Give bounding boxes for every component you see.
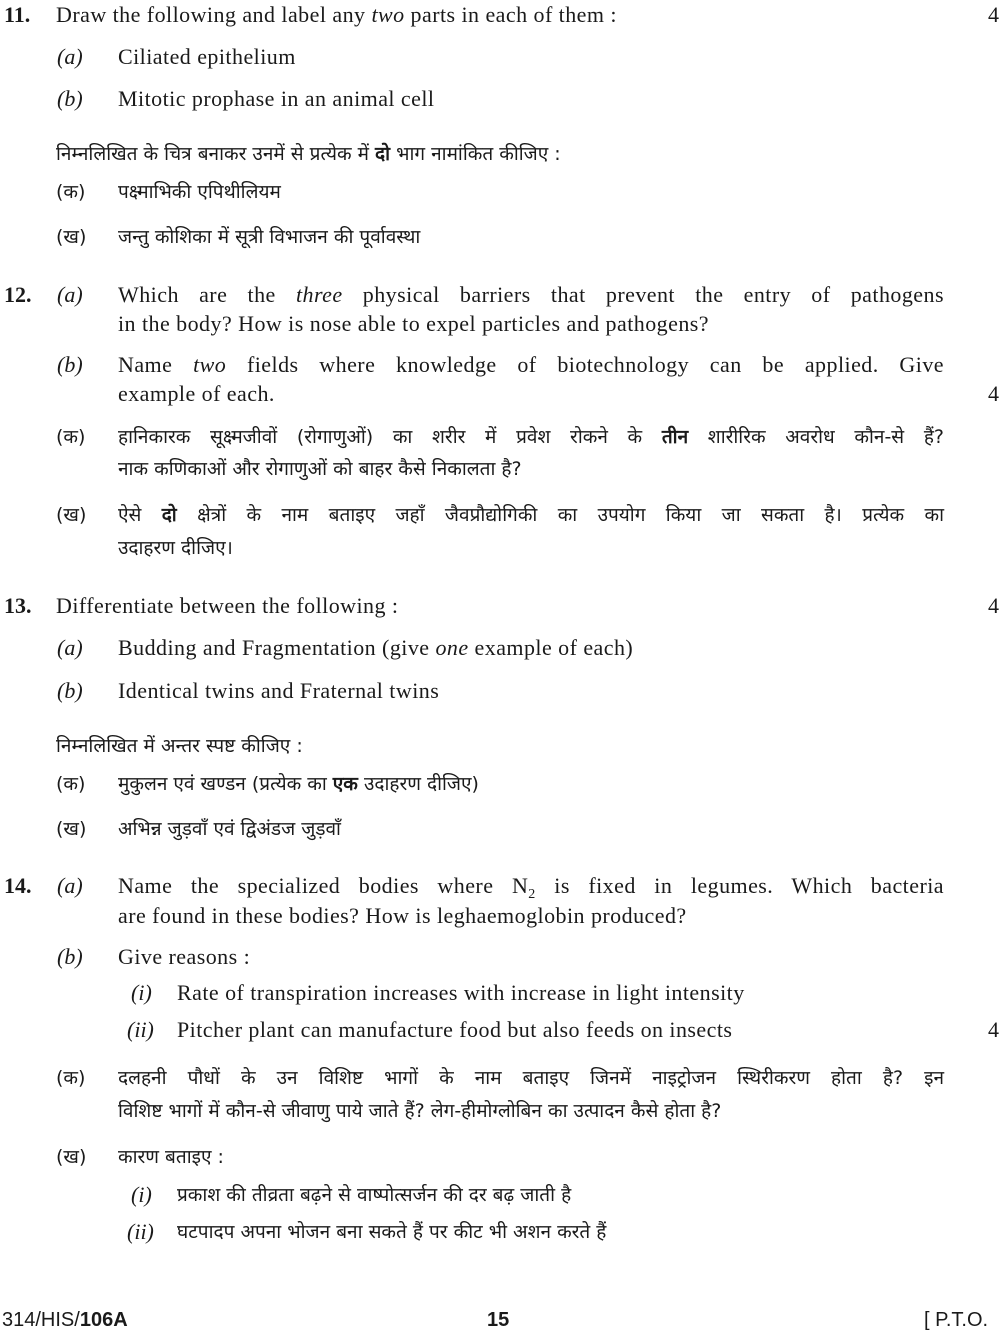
hindi-part-text: दलहनी पौधों के उन विशिष्ट भागों के नाम बताइए जिनमें नाइट्रोजन स्थिरीकरण होता है? इन xyxy=(118,1067,944,1089)
marks: 4 xyxy=(988,381,999,406)
hindi-part-text: उदाहरण दीजिए। xyxy=(118,537,233,559)
part-text: in the body? How is nose able to expel particles and pathogens? xyxy=(118,311,710,336)
subpart-text: Pitcher plant can manufacture food but also feeds on insects xyxy=(177,1017,733,1042)
hindi-part-text: नाक कणिकाओं और रोगाणुओं को बाहर कैसे निकालता है? xyxy=(118,458,522,480)
paper-code: 314/HIS/106A xyxy=(2,1309,128,1331)
part-text: are found in these bodies? How is leghaemoglobin produced? xyxy=(118,903,687,928)
question-number: 11. xyxy=(4,2,31,27)
question-number: 12. xyxy=(4,282,32,307)
marks: 4 xyxy=(988,593,999,618)
page-number: 15 xyxy=(487,1309,510,1331)
part-text: example of each. xyxy=(118,381,275,406)
part-text: Budding and Fragmentation (give one example of each) xyxy=(118,635,634,660)
hindi-part-text: अभिन्न जुड़वाँ एवं द्विअंडज जुड़वाँ xyxy=(118,818,341,840)
hindi-part-label: (ख) xyxy=(56,226,87,248)
hindi-stem: निम्नलिखित के चित्र बनाकर उनमें से प्रत्येक में दो भाग नामांकित कीजिए : xyxy=(56,143,561,165)
question-stem: Draw the following and label any two parts in each of them : xyxy=(56,2,617,27)
hindi-part-text: जन्तु कोशिका में सूत्री विभाजन की पूर्वावस्था xyxy=(118,226,421,248)
part-label: (a) xyxy=(57,873,83,898)
marks: 4 xyxy=(988,1017,999,1042)
question-number: 13. xyxy=(4,593,32,618)
hindi-stem: निम्नलिखित में अन्तर स्पष्ट कीजिए : xyxy=(56,735,303,757)
marks: 4 xyxy=(988,2,999,27)
pto-label: [ P.T.O. xyxy=(924,1309,989,1331)
hindi-part-label: (ख) xyxy=(56,818,87,840)
part-label: (a) xyxy=(57,635,83,660)
hindi-subpart-text: घटपादप अपना भोजन बना सकते हैं पर कीट भी अशन करते हैं xyxy=(177,1221,607,1243)
part-text: Identical twins and Fraternal twins xyxy=(118,678,440,703)
hindi-part-label: (क) xyxy=(56,426,86,448)
question-stem: Differentiate between the following : xyxy=(56,593,399,618)
hindi-subpart-label: (ii) xyxy=(127,1219,154,1244)
subpart-text: Rate of transpiration increases with increase in light intensity xyxy=(177,980,745,1005)
question-number: 14. xyxy=(4,873,32,898)
hindi-part-text: विशिष्ट भागों में कौन-से जीवाणु पाये जाते हैं? लेग-हीमोग्लोबिन का उत्पादन कैसे होता है? xyxy=(118,1100,722,1122)
part-text: Name two fields where knowledge of biotechnology can be applied. Give xyxy=(118,352,944,377)
hindi-part-text: पक्ष्माभिकी एपिथीलियम xyxy=(118,181,281,203)
subpart-label: (i) xyxy=(131,980,152,1005)
part-label: (a) xyxy=(57,44,83,69)
part-text: Which are the three physical barriers that prevent the entry of pathogens xyxy=(118,282,944,307)
part-text: Name the specialized bodies where $N_2$ is fixed in legumes. Which bacteria xyxy=(118,873,944,902)
hindi-part-label: (क) xyxy=(56,1067,86,1089)
hindi-part-text: ऐसे दो क्षेत्रों के नाम बताइए जहाँ जैवप्रौद्योगिकी का उपयोग किया जा सकता है। प्रत्येक का xyxy=(118,504,945,526)
part-label: (b) xyxy=(57,86,83,111)
hindi-subpart-text: प्रकाश की तीव्रता बढ़ने से वाष्पोत्सर्जन की दर बढ़ जाती है xyxy=(177,1184,572,1206)
hindi-part-label: (ख) xyxy=(56,504,87,526)
hindi-subpart-label: (i) xyxy=(131,1182,152,1207)
hindi-part-label: (ख) xyxy=(56,1146,87,1168)
subpart-label: (ii) xyxy=(127,1017,154,1042)
hindi-part-text: कारण बताइए : xyxy=(118,1146,224,1168)
part-text: Give reasons : xyxy=(118,944,251,969)
part-label: (b) xyxy=(57,678,83,703)
hindi-part-text: हानिकारक सूक्ष्मजीवों (रोगाणुओं) का शरीर में प्रवेश रोकने के तीन शारीरिक अवरोध कौन-से हैं? xyxy=(118,426,944,448)
part-label: (b) xyxy=(57,352,83,377)
part-text: Ciliated epithelium xyxy=(118,44,296,69)
part-label: (a) xyxy=(57,282,83,307)
hindi-part-label: (क) xyxy=(56,773,86,795)
part-label: (b) xyxy=(57,944,83,969)
hindi-part-label: (क) xyxy=(56,181,86,203)
hindi-part-text: मुकुलन एवं खण्डन (प्रत्येक का एक उदाहरण दीजिए) xyxy=(118,773,479,795)
part-text: Mitotic prophase in an animal cell xyxy=(118,86,435,111)
